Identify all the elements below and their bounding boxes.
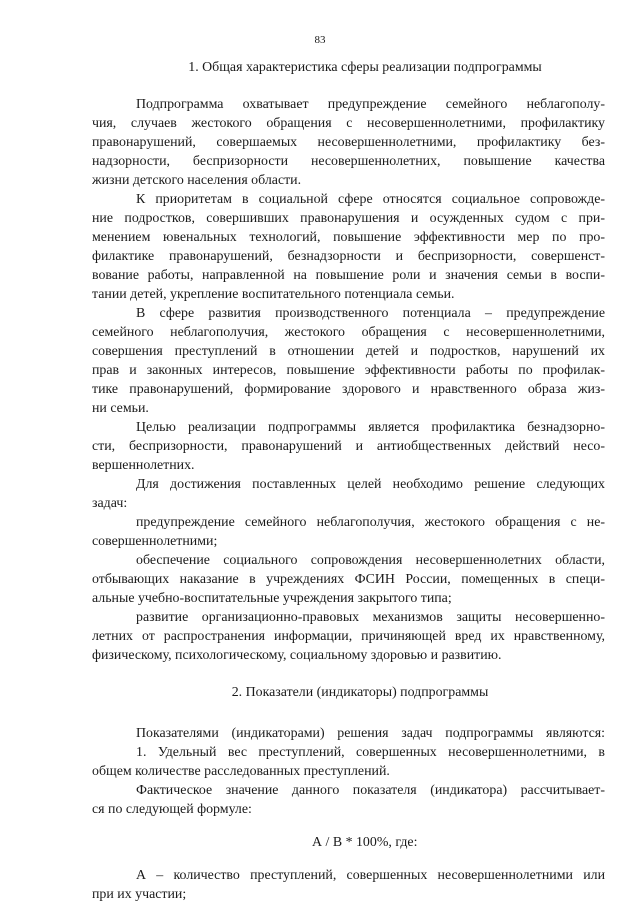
- text-line: 1. Удельный вес преступлений, совершенных несовершеннолетними, в: [136, 745, 605, 760]
- text-line: летних от распространения информации, причиняющей вред их нравственному,: [92, 629, 605, 644]
- text-line: менением ювенальных технологий, повышение эффективности мер по про-: [92, 230, 605, 245]
- text-line: вершеннолетних.: [92, 458, 195, 473]
- text-line: семейного неблагополучия, жестокого обращения с несовершеннолетними,: [92, 325, 605, 340]
- text-line: физическому, психологическому, социальному здоровью и развитию.: [92, 648, 502, 663]
- text-line: совершеннолетними;: [92, 534, 218, 549]
- text-line: общем количестве расследованных преступлений.: [92, 764, 390, 779]
- text-line: Для достижения поставленных целей необходимо решение следующих: [136, 477, 605, 492]
- text-line: обеспечение социального сопровождения несовершеннолетних области,: [136, 553, 605, 568]
- text-line: надзорности, беспризорности несовершеннолетних, повышение качества: [92, 154, 605, 169]
- text-line: альные учебно-воспитательные учреждения закрытого типа;: [92, 591, 452, 606]
- text-line: филактике правонарушений, безнадзорности и беспризорности, совершенст-: [92, 249, 605, 264]
- text-line: при их участии;: [92, 887, 187, 902]
- text-line: ся по следующей формуле:: [92, 802, 252, 817]
- text-line: прав и законных интересов, повышение эффективности работы по профилак-: [92, 363, 605, 378]
- text-line: тике правонарушений, формирование здорового и нравственного образа жиз-: [92, 382, 605, 397]
- text-line: развитие организационно-правовых механизмов защиты несовершенно-: [136, 610, 605, 625]
- text-line: В сфере развития производственного потенциала – предупреждение: [136, 306, 605, 321]
- section-heading-1: 1. Общая характеристика сферы реализации подпрограммы: [188, 60, 542, 75]
- formula: А / В * 100%, где:: [312, 835, 418, 850]
- text-line: К приоритетам в социальной сфере относятся социальное сопровожде-: [136, 192, 605, 207]
- page-number: 83: [314, 34, 326, 46]
- text-line: ни семьи.: [92, 401, 149, 416]
- text-line: жизни детского населения области.: [92, 173, 302, 188]
- section-heading-2: 2. Показатели (индикаторы) подпрограммы: [231, 685, 489, 700]
- text-line: Подпрограмма охватывает предупреждение семейного неблагополу-: [136, 97, 605, 112]
- text-line: тании детей, укрепление воспитательного потенциала семьи.: [92, 287, 455, 302]
- text-line: Фактическое значение данного показателя (индикатора) рассчитывает-: [136, 783, 605, 798]
- text-line: Целью реализации подпрограммы является профилактика безнадзорно-: [136, 420, 605, 435]
- text-line: А – количество преступлений, совершенных несовершеннолетними или: [136, 868, 605, 883]
- text-line: сти, беспризорности, правонарушений и антиобщественных действий несо-: [92, 439, 605, 454]
- text-line: совершения преступлений в отношении детей и подростков, нарушений их: [92, 344, 605, 359]
- text-line: ние подростков, совершивших правонарушения и осужденных судом с при-: [92, 211, 605, 226]
- text-line: вование работы, направленной на повышение роли и значения семьи в воспи-: [92, 268, 605, 283]
- text-line: чия, случаев жестокого обращения с несовершеннолетними, профилактику: [92, 116, 605, 131]
- text-line: правонарушений, совершаемых несовершеннолетними, профилактику без-: [92, 135, 605, 150]
- text-line: отбывающих наказание в учреждениях ФСИН России, помещенных в специ-: [92, 572, 605, 587]
- text-line: предупреждение семейного неблагополучия, жестокого обращения с не-: [136, 515, 605, 530]
- text-line: задач:: [92, 496, 128, 511]
- paragraph-indicators-intro: Показателями (индикаторами) решения задач подпрограммы являются:: [136, 726, 605, 741]
